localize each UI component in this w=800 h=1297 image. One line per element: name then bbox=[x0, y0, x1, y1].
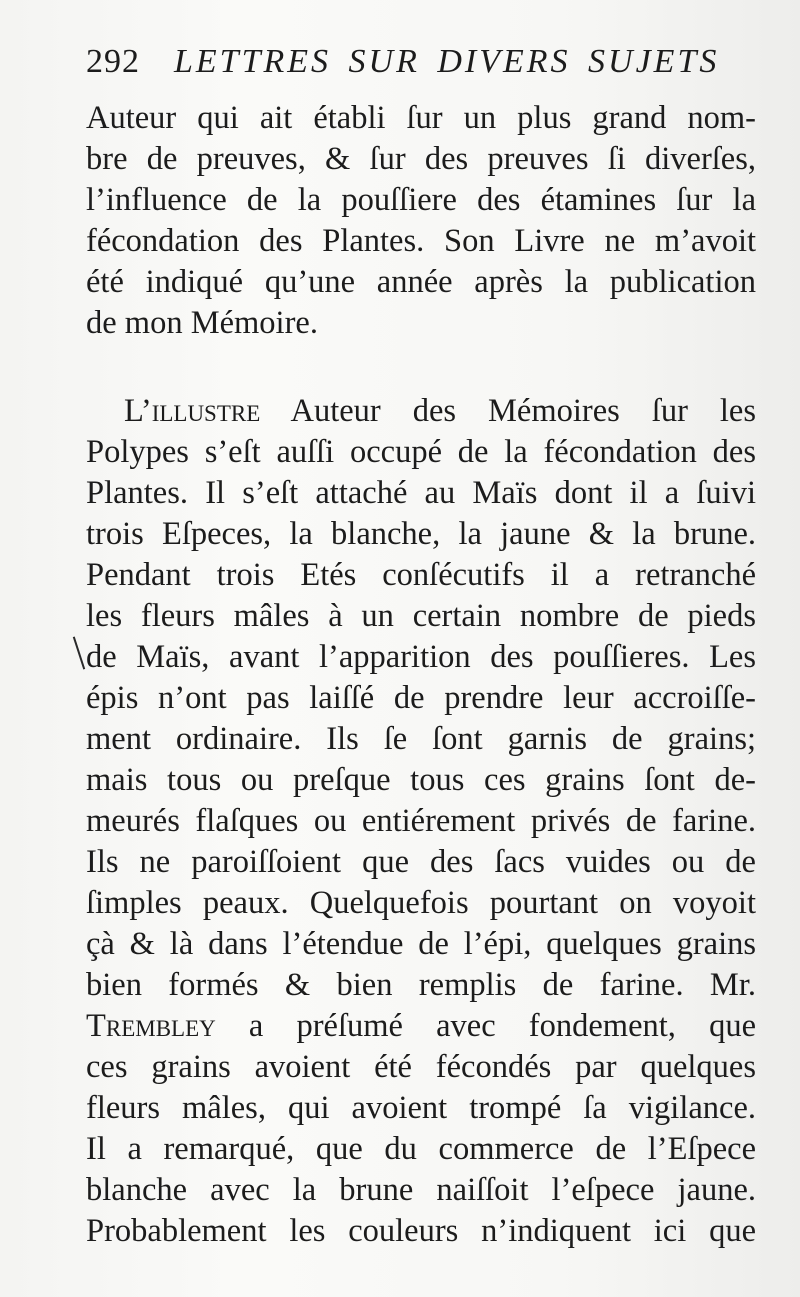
text-line: ces grains avoient été fécondés par quelques bbox=[86, 1049, 756, 1085]
text-line: ſimples peaux. Quelquefois pourtant on voyoit bbox=[86, 885, 756, 921]
lead-smallcaps: L’illustre bbox=[124, 393, 261, 429]
opening-line-rest: Auteur des Mémoires ſur les bbox=[260, 393, 756, 429]
running-title: LETTRES SUR DIVERS SUJETS bbox=[174, 43, 720, 80]
text-line: Pendant trois Etés conſécutifs il a retranché bbox=[86, 557, 756, 593]
text-line: trois Eſpeces, la blanche, la jaune & la brune. bbox=[86, 516, 756, 552]
text-line: Auteur qui ait établi ſur un plus grand nom- bbox=[86, 100, 756, 136]
text-line: épis n’ont pas laiſſé de prendre leur accroiſſe- bbox=[86, 680, 756, 716]
text-line: Polypes s’eſt auſſi occupé de la fécondation des bbox=[86, 434, 756, 470]
name-line-rest: a préſumé avec fondement, que bbox=[215, 1008, 756, 1044]
text-line: mais tous ou preſque tous ces grains ſont de- bbox=[86, 762, 756, 798]
paragraph-1 bbox=[86, 98, 756, 344]
margin-pencil-mark bbox=[73, 637, 85, 670]
text-line: meurés flaſques ou entiérement privés de farine. bbox=[86, 803, 756, 839]
text-line: été indiqué qu’une année après la publication bbox=[86, 264, 756, 300]
page-number: 292 bbox=[86, 43, 140, 80]
text-line: de Maïs, avant l’apparition des pouſſieres. Les bbox=[86, 639, 756, 675]
text-line: bre de preuves, & ſur des preuves ſi diverſes, bbox=[86, 141, 756, 177]
text-line: fécondation des Plantes. Son Livre ne m’avoit bbox=[86, 223, 756, 259]
text-line: les fleurs mâles à un certain nombre de pieds bbox=[86, 598, 756, 634]
text-line-opening bbox=[86, 391, 756, 432]
paragraph-2 bbox=[86, 391, 756, 1252]
text-line: Plantes. Il s’eſt attaché au Maïs dont il a ſuivi bbox=[86, 475, 756, 511]
text-line: bien formés & bien remplis de farine. Mr. bbox=[86, 967, 756, 1003]
running-header bbox=[86, 40, 720, 84]
text-line: fleurs mâles, qui avoient trompé ſa vigilance. bbox=[86, 1090, 756, 1126]
text-line: Il a remarqué, que du commerce de l’Eſpece bbox=[86, 1131, 756, 1167]
text-line: Ils ne paroiſſoient que des ſacs vuides ou de bbox=[86, 844, 756, 880]
text-line: l’influence de la pouſſiere des étamines ſur la bbox=[86, 182, 756, 218]
text-line: çà & là dans l’étendue de l’épi, quelques grains bbox=[86, 926, 756, 962]
text-line: blanche avec la brune naiſſoit l’eſpece jaune. bbox=[86, 1172, 756, 1208]
text-line: ment ordinaire. Ils ſe ſont garnis de grains; bbox=[86, 721, 756, 757]
text-line-name bbox=[86, 1006, 756, 1047]
text-line: de mon Mémoire. bbox=[86, 305, 318, 341]
text-line: Probablement les couleurs n’indiquent ici que bbox=[86, 1213, 756, 1249]
name-smallcaps: Trembley bbox=[86, 1008, 216, 1044]
text-body bbox=[86, 98, 756, 1252]
